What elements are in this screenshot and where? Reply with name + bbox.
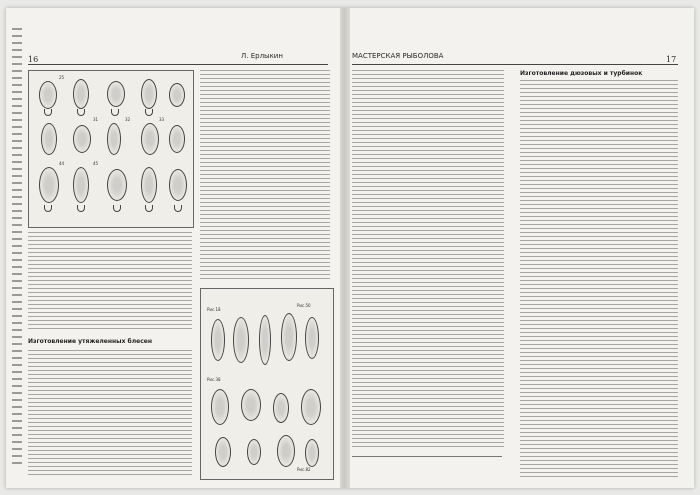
figure-label: 31 xyxy=(93,117,99,122)
right-header-rule xyxy=(352,64,678,65)
lure-drawing xyxy=(241,389,261,421)
lure-drawing xyxy=(107,81,125,107)
lure-drawing xyxy=(215,437,231,467)
figure-label: Рис.38 xyxy=(207,377,221,382)
hook-icon xyxy=(44,205,52,212)
lure-drawing xyxy=(305,439,319,467)
lure-drawing xyxy=(169,83,185,107)
lure-drawing xyxy=(305,317,319,359)
body-text-column xyxy=(520,80,678,478)
lure-drawing xyxy=(141,79,157,109)
lure-drawing xyxy=(247,439,261,465)
right-page-number: 17 xyxy=(666,55,677,64)
lure-drawing xyxy=(211,319,225,361)
lure-drawing xyxy=(273,393,289,423)
lure-drawing xyxy=(41,123,57,155)
body-text-column xyxy=(352,70,504,450)
figure-label: 32 xyxy=(125,117,131,122)
lure-variants-figure xyxy=(200,288,334,480)
lure-drawing xyxy=(39,81,57,109)
left-running-head: Л. Ерлыкин xyxy=(241,52,283,60)
left-page-number: 16 xyxy=(28,55,39,64)
lure-drawing xyxy=(73,167,89,203)
figure-label: 33 xyxy=(159,117,165,122)
section-heading: Изготовление утяжеленных блесен xyxy=(28,338,152,345)
body-text-column xyxy=(200,70,330,280)
lure-drawing xyxy=(169,125,185,153)
lure-drawing xyxy=(107,169,127,201)
hook-icon xyxy=(77,109,85,116)
lure-drawing xyxy=(73,79,89,109)
magazine-spread xyxy=(6,8,694,488)
lure-drawing xyxy=(301,389,321,425)
figure-label: 25 xyxy=(59,75,65,80)
figure-label: Рис.18 xyxy=(207,307,221,312)
lure-drawing xyxy=(107,123,121,155)
footnote xyxy=(352,456,502,465)
right-page xyxy=(346,8,694,488)
lure-drawing xyxy=(233,317,249,363)
lure-drawing xyxy=(73,125,91,153)
body-text-column xyxy=(28,350,192,478)
hook-icon xyxy=(111,109,119,116)
lure-drawing xyxy=(281,313,297,361)
hook-icon xyxy=(145,205,153,212)
lure-drawing xyxy=(141,167,157,203)
hook-icon xyxy=(113,205,121,212)
hook-icon xyxy=(44,109,52,116)
figure-label: Рис.50 xyxy=(297,303,311,308)
figure-label: Рис.82 xyxy=(297,467,311,472)
lure-drawing xyxy=(277,435,295,467)
lure-drawing xyxy=(141,123,159,155)
lure-drawing xyxy=(259,315,271,365)
hook-icon xyxy=(145,109,153,116)
figure-label: 44 xyxy=(59,161,65,166)
figure-label: 45 xyxy=(93,161,99,166)
lure-drawing xyxy=(39,167,59,203)
lure-drawing xyxy=(211,389,229,425)
right-running-head: МАСТЕРСКАЯ РЫБОЛОВА xyxy=(352,52,444,60)
left-page xyxy=(6,8,344,488)
left-header-rule xyxy=(28,64,328,65)
section-heading: Изготовление дюзовых и турбинок xyxy=(520,70,643,77)
hook-icon xyxy=(77,205,85,212)
hook-icon xyxy=(174,205,182,212)
lure-grid-figure xyxy=(28,70,194,228)
body-text-column xyxy=(28,232,192,332)
lure-drawing xyxy=(169,169,187,201)
